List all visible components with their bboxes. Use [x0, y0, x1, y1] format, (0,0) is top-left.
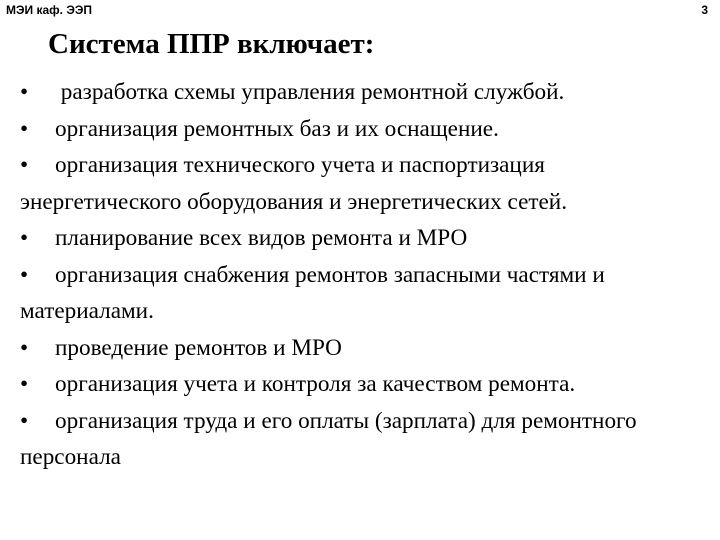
- bullet-text: организация труда и его оплаты (зарплата) для ремонтного персонала: [20, 407, 637, 470]
- bullet-item: [20, 74, 710, 111]
- bullet-item: [20, 403, 710, 476]
- bullet-item: [20, 257, 710, 330]
- bullet-text: организация ремонтных баз и их оснащение.: [55, 115, 499, 142]
- bullet-icon: •: [20, 371, 29, 397]
- bullet-text: проведение ремонтов и МРО: [55, 334, 342, 361]
- bullet-text: организация технического учета и паспортизация энергетического оборудования и энергетических сетей.: [20, 152, 567, 215]
- bullet-text: организация учета и контроля за качеством ремонта.: [55, 371, 576, 397]
- bullet-item: [20, 147, 710, 220]
- bullet-item: [20, 366, 710, 403]
- header-department: МЭИ каф. ЭЭП: [6, 3, 93, 17]
- bullet-item: [20, 111, 710, 148]
- page-number: 3: [701, 3, 708, 17]
- bullet-text: разработка схемы управления ремонтной службой.: [55, 79, 565, 105]
- bullet-icon: •: [20, 225, 29, 251]
- bullet-text: организация снабжения ремонтов запасными частями и материалами.: [20, 261, 605, 324]
- bullet-icon: •: [20, 79, 29, 105]
- bullet-icon: •: [20, 152, 29, 178]
- bullet-item: [20, 330, 710, 367]
- bullet-text: планирование всех видов ремонта и МРО: [55, 225, 468, 251]
- bullet-list: [20, 74, 710, 476]
- bullet-icon: •: [20, 407, 29, 434]
- bullet-icon: •: [20, 261, 29, 288]
- bullet-item: [20, 220, 710, 257]
- bullet-icon: •: [20, 115, 29, 142]
- bullet-icon: •: [20, 334, 29, 361]
- slide-title: Система ППР включает:: [48, 28, 375, 60]
